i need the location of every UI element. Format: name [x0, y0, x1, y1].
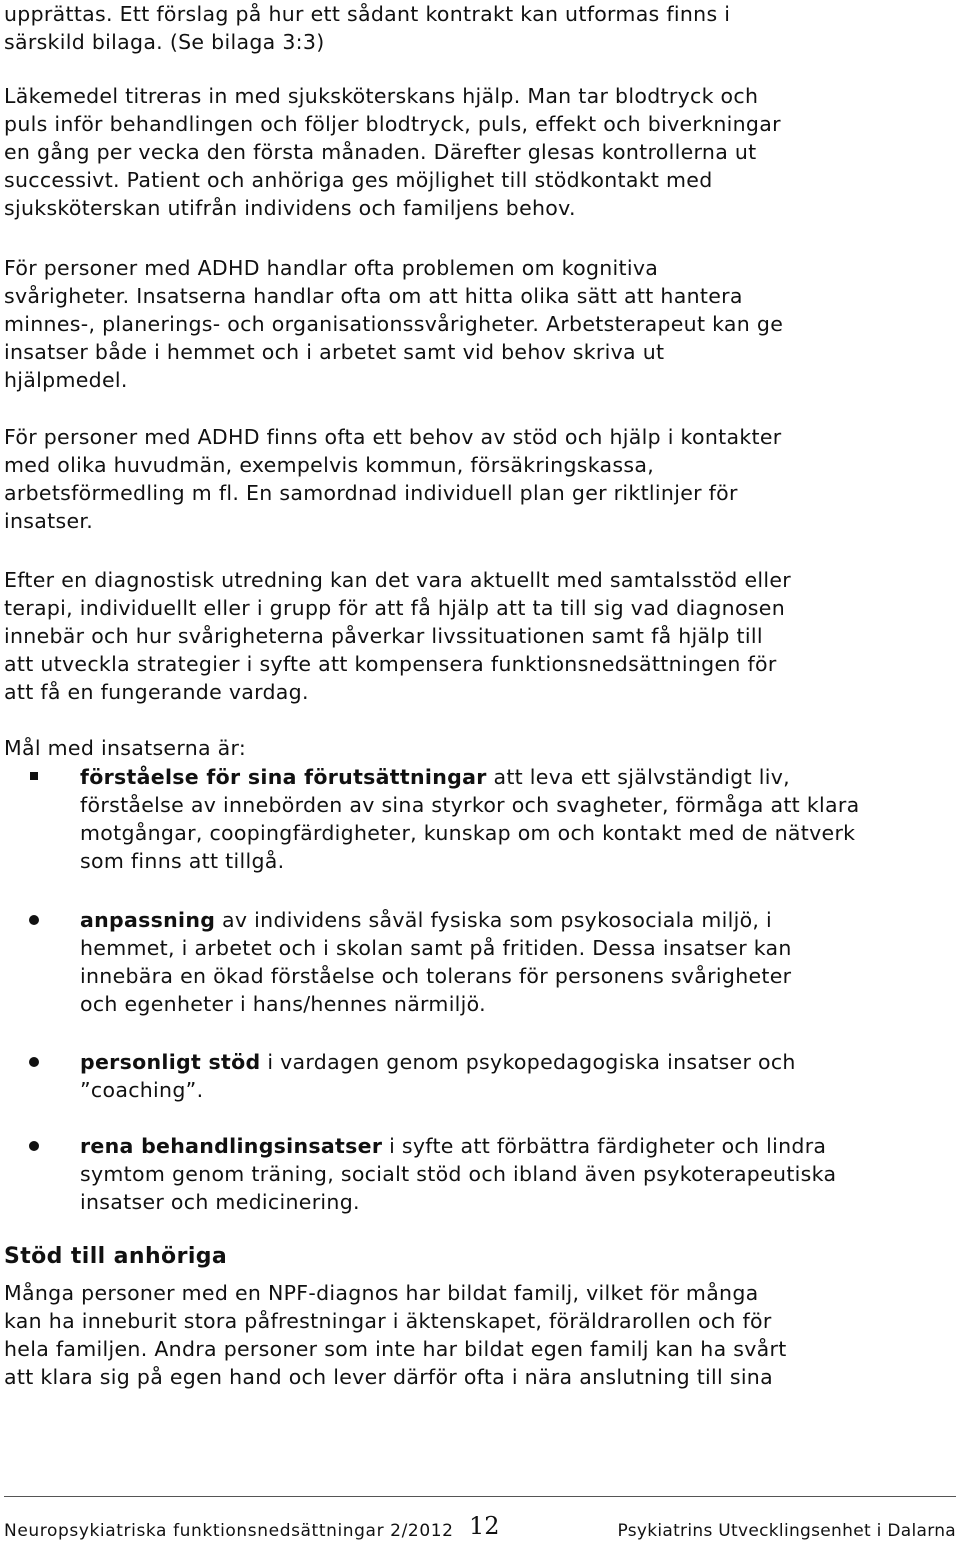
bullet-term: förståelse för sina förutsättningar: [80, 765, 487, 789]
text-line: symtom genom träning, socialt stöd och ibland även psykoterapeutiska: [80, 1162, 837, 1186]
text-line: För personer med ADHD handlar ofta problemen om kognitiva: [4, 256, 659, 280]
text-line: ”coaching”.: [80, 1078, 204, 1102]
list-item: [80, 1048, 796, 1076]
text-line: hemmet, i arbetet och i skolan samt på fritiden. Dessa insatser kan: [80, 936, 792, 960]
text-line: sjuksköterskan utifrån individens och familjens behov.: [4, 196, 576, 220]
text-line: insatser.: [4, 509, 94, 533]
bullet-text: i syfte att förbättra färdigheter och lindra: [382, 1134, 827, 1158]
bullet-term: anpassning: [80, 908, 216, 932]
text-line: en gång per vecka den första månaden. Därefter glesas kontrollerna ut: [4, 140, 757, 164]
text-line: Efter en diagnostisk utredning kan det vara aktuellt med samtalsstöd eller: [4, 568, 791, 592]
text-line: innebär och hur svårigheterna påverkar livssituationen samt få hjälp till: [4, 624, 763, 648]
text-line: hjälpmedel.: [4, 368, 128, 392]
round-bullet-icon: [29, 915, 39, 925]
text-line: successivt. Patient och anhöriga ges möjlighet till stödkontakt med: [4, 168, 713, 192]
text-line: terapi, individuellt eller i grupp för att få hjälp att ta till sig vad diagnosen: [4, 596, 785, 620]
text-line: som finns att tillgå.: [80, 849, 285, 873]
page-number: 12: [469, 1512, 500, 1540]
text-line: med olika huvudmän, exempelvis kommun, försäkringskassa,: [4, 453, 655, 477]
text-line: upprättas. Ett förslag på hur ett sådant kontrakt kan utformas finns i: [4, 2, 731, 26]
text-line: att få en fungerande vardag.: [4, 680, 309, 704]
text-line: och egenheter i hans/hennes närmiljö.: [80, 992, 486, 1016]
text-line: puls inför behandlingen och följer blodtryck, puls, effekt och biverkningar: [4, 112, 781, 136]
text-line: att klara sig på egen hand och lever därför ofta i nära anslutning till sina: [4, 1365, 773, 1389]
square-bullet-icon: [30, 772, 38, 780]
list-item: [80, 1132, 826, 1160]
goals-intro: Mål med insatserna är:: [4, 736, 247, 760]
text-line: minnes-, planerings- och organisationssvårigheter. Arbetsterapeut kan ge: [4, 312, 784, 336]
text-line: hela familjen. Andra personer som inte har bildat egen familj kan ha svårt: [4, 1337, 787, 1361]
text-line: insatser och medicinering.: [80, 1190, 360, 1214]
text-line: särskild bilaga. (Se bilaga 3:3): [4, 30, 325, 54]
footer-title: Neuropsykiatriska funktionsnedsättningar 2/2012: [4, 1521, 454, 1541]
list-item: [80, 763, 790, 791]
bullet-text: att leva ett självständigt liv,: [486, 765, 790, 789]
text-line: svårigheter. Insatserna handlar ofta om att hitta olika sätt att hantera: [4, 284, 743, 308]
text-line: förståelse av innebörden av sina styrkor och svagheter, förmåga att klara: [80, 793, 860, 817]
bullet-term: rena behandlingsinsatser: [80, 1134, 383, 1158]
bullet-term: personligt stöd: [80, 1050, 261, 1074]
bullet-text: av individens såväl fysiska som psykosociala miljö, i: [215, 908, 773, 932]
text-line: arbetsförmedling m fl. En samordnad individuell plan ger riktlinjer för: [4, 481, 738, 505]
round-bullet-icon: [29, 1057, 39, 1067]
bullet-text: i vardagen genom psykopedagogiska insatser och: [260, 1050, 796, 1074]
footer-organization: Psykiatrins Utvecklingsenhet i Dalarna: [617, 1521, 956, 1541]
text-line: Läkemedel titreras in med sjuksköterskans hjälp. Man tar blodtryck och: [4, 84, 759, 108]
text-line: innebära en ökad förståelse och tolerans för personens svårigheter: [80, 964, 792, 988]
text-line: att utveckla strategier i syfte att kompensera funktionsnedsättningen för: [4, 652, 777, 676]
text-line: insatser både i hemmet och i arbetet samt vid behov skriva ut: [4, 340, 665, 364]
text-line: Många personer med en NPF-diagnos har bildat familj, vilket för många: [4, 1281, 759, 1305]
text-line: kan ha inneburit stora påfrestningar i äktenskapet, föräldrarollen och för: [4, 1309, 772, 1333]
footer-divider: [4, 1496, 956, 1497]
round-bullet-icon: [29, 1141, 39, 1151]
text-line: För personer med ADHD finns ofta ett behov av stöd och hjälp i kontakter: [4, 425, 782, 449]
list-item: [80, 906, 772, 934]
text-line: motgångar, coopingfärdigheter, kunskap om och kontakt med de nätverk: [80, 821, 856, 845]
section-heading: Stöd till anhöriga: [4, 1244, 228, 1269]
